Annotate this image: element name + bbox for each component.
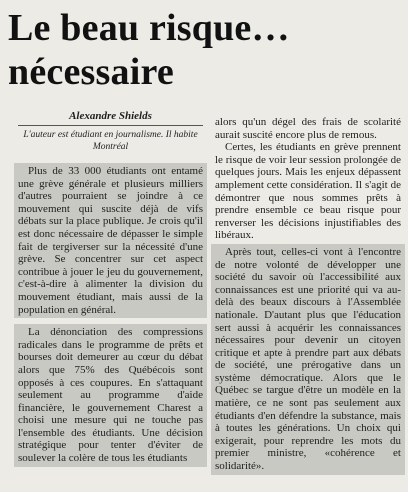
headline-line-1: Le beau risque… [8,7,290,49]
headline [8,6,400,94]
right-paragraph-2: Certes, les étudiants en grève prennent le risque de voir leur session prolongée de quelques jours. Mais les enjeux dépassent amplement cette considération. Il s'agit de démontrer que nous sommes prêts à prendre ensemble ce beau risque pour renverser les décisions injustifiables des libéraux. [215,141,401,242]
left-paragraph-1: Plus de 33 000 étudiants ont entamé une grève générale et plusieurs milliers d'autres pourraient se joindre à ce mouvement qui suscite déjà de vifs débats sur la place publique. Je crois qu'il est donc nécessaire de dépasser le simple fait de tergiverser sur la nécessité d'une grève. Se concentrer sur cet aspect contribue à jouer le jeu du gouvernement, c'est-à-dire à alimenter la division du mouvement étudiant, mais aussi de la population en général. [14,163,207,318]
left-column [18,110,203,467]
right-column [215,116,401,475]
right-paragraph-1: alors qu'un dégel des frais de scolarité aurait suscité encore plus de remous. [215,116,401,141]
author-bio: L'auteur est étudiant en journalisme. Il habite Montréal [23,130,198,152]
author-byline: Alexandre Shields [18,110,203,126]
right-paragraph-3: Après tout, celles-ci vont à l'encontre de notre volonté de développer une société du savoir où l'accessibilité aux connaissances est une priorité qui va au-delà des beaux discours à l'Assemblée nationale. D'autant plus que l'éducation sert aussi à acquérir les connaissances nécessaires pour devenir un citoyen critique et apte à prendre part aux débats de société, une prérogative dans un système démocratique. Alors que le Québec se targue d'être un modèle en la matière, ce ne sont pas seulement aux étudiants d'en défendre la substance, mais à toutes les générations. Un choix qui exigerait, pour reprendre les mots du premier ministre, «cohérence et solidarité». [211,244,405,475]
left-paragraph-2: La dénonciation des compressions radicales dans le programme de prêts et bourses doit demeurer au cœur du débat alors que 75% des Québécois sont opposés à ces coupures. En s'attaquant seulement au programme d'aide financière, le gouvernement Charest a choisi une mesure qui ne touche pas l'ensemble des étudiants. Une décision stratégique pour tenter d'éviter de soulever la colère de tous les étudiants [14,324,207,467]
headline-line-2: nécessaire [8,51,174,93]
